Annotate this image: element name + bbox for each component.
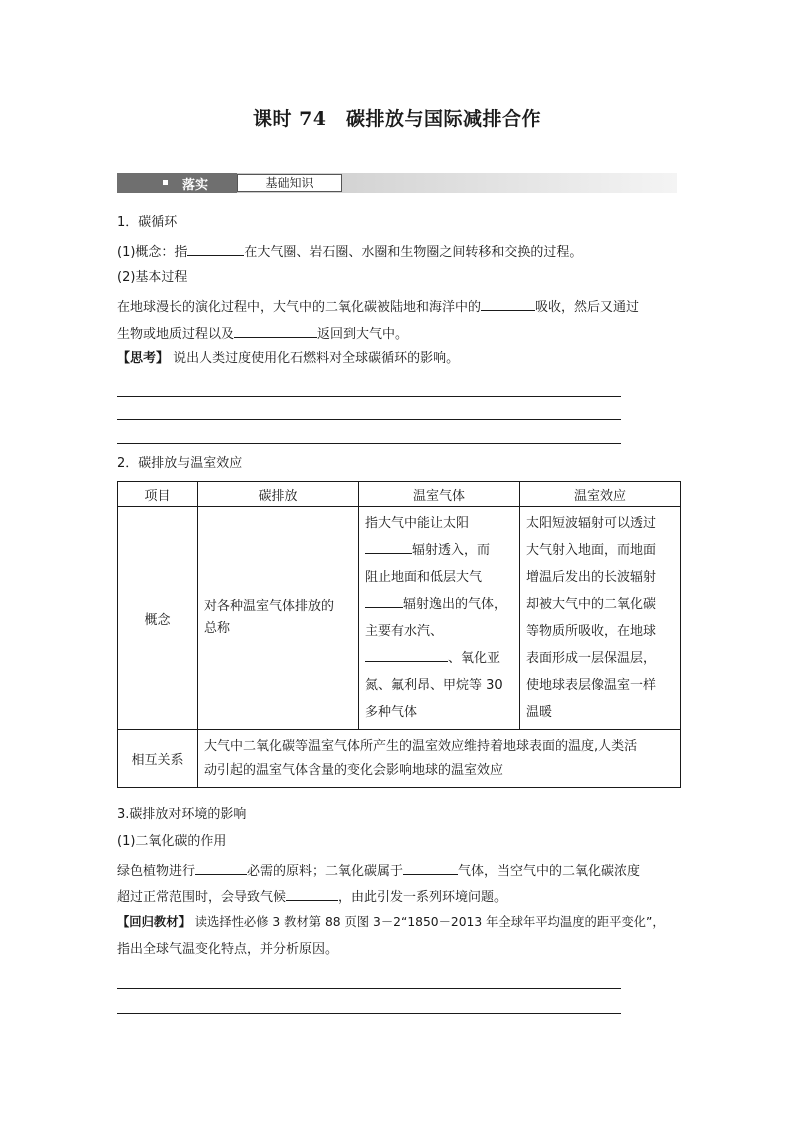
- s1-process-line2-pre: 生物或地质过程以及: [117, 327, 235, 342]
- gas-line-text: 、氧化亚: [448, 651, 501, 666]
- think-tag: 【思考】: [117, 351, 170, 366]
- s1-process-line1: [117, 297, 639, 317]
- think-text: 说出人类过度使用化石燃料对全球碳循环的影响。: [173, 351, 460, 366]
- gas-line: [365, 645, 515, 672]
- s1-process-line1-pre: 在地球漫长的演化过程中，大气中的二氧化碳被陆地和海洋中的: [117, 300, 482, 315]
- effect-line: 温暖: [526, 705, 553, 720]
- fill-blank-4[interactable]: [365, 540, 412, 554]
- gas-line: 多种气体: [365, 705, 418, 720]
- s3-line1-b: 必需的原料；二氧化碳属于: [247, 864, 404, 879]
- section-band-dark: [117, 173, 237, 193]
- s1-process-line2: [117, 324, 408, 344]
- s1-think-line: [117, 350, 459, 368]
- fill-blank-3[interactable]: [234, 324, 317, 338]
- s3-line2: [117, 887, 507, 907]
- relation-line: 大气中二氧化碳等温室气体所产生的温室效应维持着地球表面的温度,人类活: [204, 738, 638, 754]
- cell-relation: [198, 730, 681, 788]
- fill-blank-8[interactable]: [403, 861, 458, 875]
- s3-line2-a: 超过正常范围时，会导致气候: [117, 890, 287, 905]
- relation-line: 动引起的温室气体含量的变化会影响地球的温室效应: [204, 762, 504, 778]
- table-header-cell: 项目: [118, 482, 198, 507]
- s1-process-line1-post: 吸收，然后又通过: [535, 300, 640, 315]
- s1-concept-line: [117, 242, 582, 262]
- gas-line: 阻止地面和低层大气: [365, 570, 483, 585]
- s3-return-line1: [117, 913, 665, 931]
- page-title: 课时 74 碳排放与国际减排合作: [252, 108, 542, 130]
- effect-line: 大气射入地面，而地面: [526, 543, 657, 558]
- s2-heading: 2．碳排放与温室效应: [117, 456, 243, 471]
- gas-line: [365, 537, 515, 564]
- effect-line: 使地球表层像温室一样: [526, 678, 657, 693]
- table-header-cell: 温室效应: [520, 482, 681, 507]
- effect-line: 增温后发出的长波辐射: [526, 570, 657, 585]
- s1-heading: 1．碳循环: [117, 215, 178, 230]
- cell-emission: [198, 507, 359, 730]
- gas-line: 主要有水汽、: [365, 624, 444, 639]
- emission-line: 对各种温室气体排放的: [204, 599, 335, 614]
- s1-concept-pre: (1)概念：指: [117, 245, 188, 260]
- gas-line-text: 辐射逸出的气体，: [403, 597, 508, 612]
- answer-line-5[interactable]: [117, 1013, 621, 1014]
- carbon-table: [117, 481, 681, 788]
- gas-line-text: 辐射透入，而: [412, 543, 491, 558]
- s3-line1-a: 绿色植物进行: [117, 864, 196, 879]
- table-header-cell: 碳排放: [198, 482, 359, 507]
- effect-line: 表面形成一层保温层，: [526, 651, 657, 666]
- s3-return-line2: 指出全球气温变化特点，并分析原因。: [117, 942, 339, 957]
- s1-process-line2-post: 返回到大气中。: [317, 327, 409, 342]
- row-label-concept: 概念: [118, 507, 198, 730]
- fill-blank-1[interactable]: [187, 242, 244, 256]
- gas-line: [365, 591, 515, 618]
- answer-line-2[interactable]: [117, 419, 621, 420]
- table-row-relation: [118, 730, 681, 788]
- s1-concept-post: 在大气圈、岩石圈、水圈和生物圈之间转移和交换的过程。: [244, 245, 583, 260]
- effect-line: 却被大气中的二氧化碳: [526, 597, 657, 612]
- answer-line-4[interactable]: [117, 988, 621, 989]
- section-band-label: 落实: [182, 178, 209, 193]
- row-label-relation: 相互关系: [118, 730, 198, 788]
- s3-line2-b: ，由此引发一系列环境问题。: [338, 890, 508, 905]
- fill-blank-5[interactable]: [365, 594, 403, 608]
- return-tag: 【回归教材】: [117, 915, 191, 929]
- fill-blank-6[interactable]: [365, 648, 448, 662]
- answer-line-3[interactable]: [117, 443, 621, 444]
- answer-line-1[interactable]: [117, 396, 621, 397]
- s3-line1: [117, 861, 640, 881]
- return-text-1: 读选择性必修 3 教材第 88 页图 3－2“1850－2013 年全球年平均温度的距平变化”，: [194, 915, 665, 929]
- s1-process-heading: (2)基本过程: [117, 270, 188, 285]
- s3-sub-heading: (1)二氧化碳的作用: [117, 834, 227, 849]
- fill-blank-2[interactable]: [481, 297, 535, 311]
- section-band-tab: 基础知识: [237, 174, 342, 192]
- gas-line: 指大气中能让太阳: [365, 516, 470, 531]
- s3-heading: 3.碳排放对环境的影响: [117, 807, 247, 822]
- cell-effect: [520, 507, 681, 730]
- fill-blank-7[interactable]: [195, 861, 247, 875]
- square-bullet-icon: [163, 180, 168, 185]
- table-row-concept: [118, 507, 681, 730]
- fill-blank-9[interactable]: [286, 887, 338, 901]
- table-header-cell: 温室气体: [359, 482, 520, 507]
- gas-line: 氮、氟利昂、甲烷等 30: [365, 678, 503, 693]
- emission-line: 总称: [204, 621, 231, 636]
- effect-line: 等物质所吸收，在地球: [526, 624, 657, 639]
- effect-line: 太阳短波辐射可以透过: [526, 516, 657, 531]
- s3-line1-c: 气体，当空气中的二氧化碳浓度: [458, 864, 641, 879]
- table-header-row: [118, 482, 681, 507]
- cell-gas: [359, 507, 520, 730]
